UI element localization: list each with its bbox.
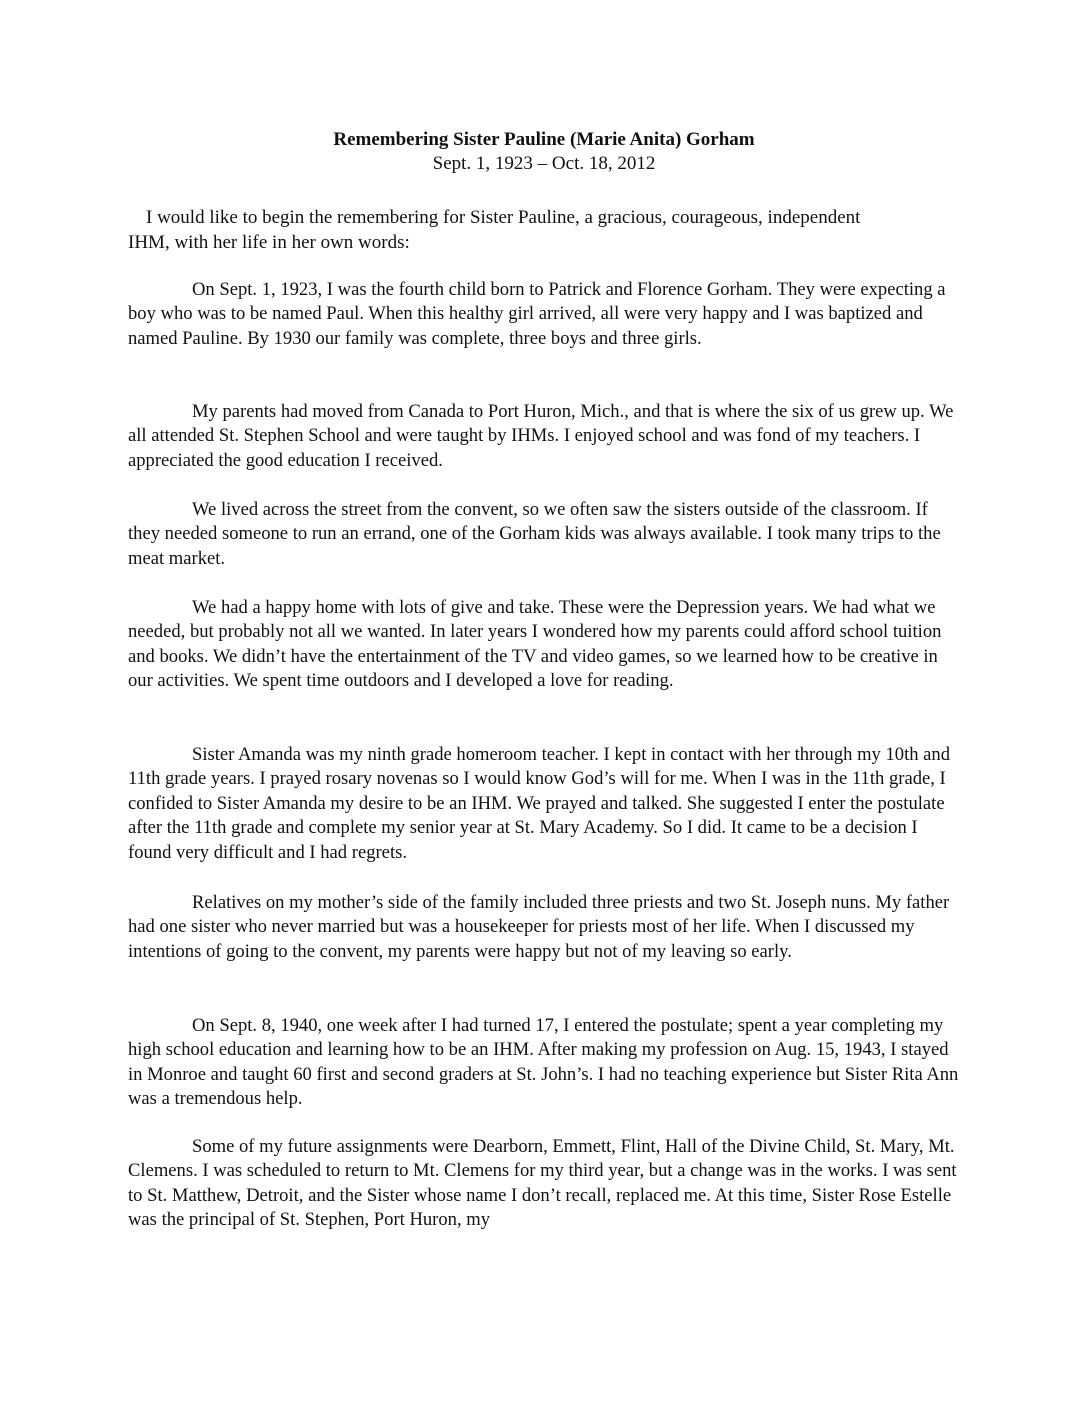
body-paragraph: Sister Amanda was my ninth grade homeroom teacher. I kept in contact with her through my 10th and 11th grade years. I prayed rosary novenas so I would know God’s will for me. When I was in the 11th grade, I confided to Sister Amanda my desire to be an IHM. We prayed and talked. She suggested I enter the postulate after the 11th grade and complete my senior year at St. Mary Academy. So I did. It came to be a decision I found very difficult and I had regrets. [128,744,951,863]
body-paragraph: Relatives on my mother’s side of the family included three priests and two St. Joseph nuns. My father had one sister who never married but was a housekeeper for priests most of her life. When I discussed my intentions of going to the convent, my parents were happy but not of my leaving so early. [128,892,950,962]
body-paragraph: We had a happy home with lots of give and take. These were the Depression years. We had what we needed, but probably not all we wanted. In later years I wondered how my parents could afford school tuition and books. We didn’t have the entertainment of the TV and video games, so we learned how to be creative in our activities. We spent time outdoors and I developed a love for reading. [128,597,942,692]
body-paragraph: We lived across the street from the convent, so we often saw the sisters outside of the classroom. If they needed someone to run an errand, one of the Gorham kids was always available. I took many trips to the meat market. [128,499,941,569]
document-dates: Sept. 1, 1923 – Oct. 18, 2012 [432,153,656,174]
document-title: Remembering Sister Pauline (Marie Anita) Gorham [333,129,755,150]
body-paragraph: On Sept. 1, 1923, I was the fourth child born to Patrick and Florence Gorham. They were expecting a boy who was to be named Paul. When this healthy girl arrived, all were very happy and I was baptized and named Pauline. By 1930 our family was complete, three boys and three girls. [128,279,946,349]
document-header [0,128,1088,176]
body-paragraph: My parents had moved from Canada to Port Huron, Mich., and that is where the six of us grew up. We all attended St. Stephen School and were taught by IHMs. I enjoyed school and was fond of my teachers. I appreciated the good education I received. [128,401,954,471]
body-paragraph: Some of my future assignments were Dearborn, Emmett, Flint, Hall of the Divine Child, St. Mary, Mt. Clemens. I was scheduled to return to Mt. Clemens for my third year, but a change was in the works. I was sent to St. Matthew, Detroit, and the Sister whose name I don’t recall, replaced me. At this time, Sister Rose Estelle was the principal of St. Stephen, Port Huron, my [128,1136,957,1231]
intro-paragraph: I would like to begin the remembering for Sister Pauline, a gracious, courageous, independent IHM, with her life in her own words: [128,207,861,253]
body-paragraph: On Sept. 8, 1940, one week after I had turned 17, I entered the postulate; spent a year completing my high school education and learning how to be an IHM. After making my profession on Aug. 15, 1943, I stayed in Monroe and taught 60 first and second graders at St. John’s. I had no teaching experience but Sister Rita Ann was a tremendous help. [128,1015,959,1110]
